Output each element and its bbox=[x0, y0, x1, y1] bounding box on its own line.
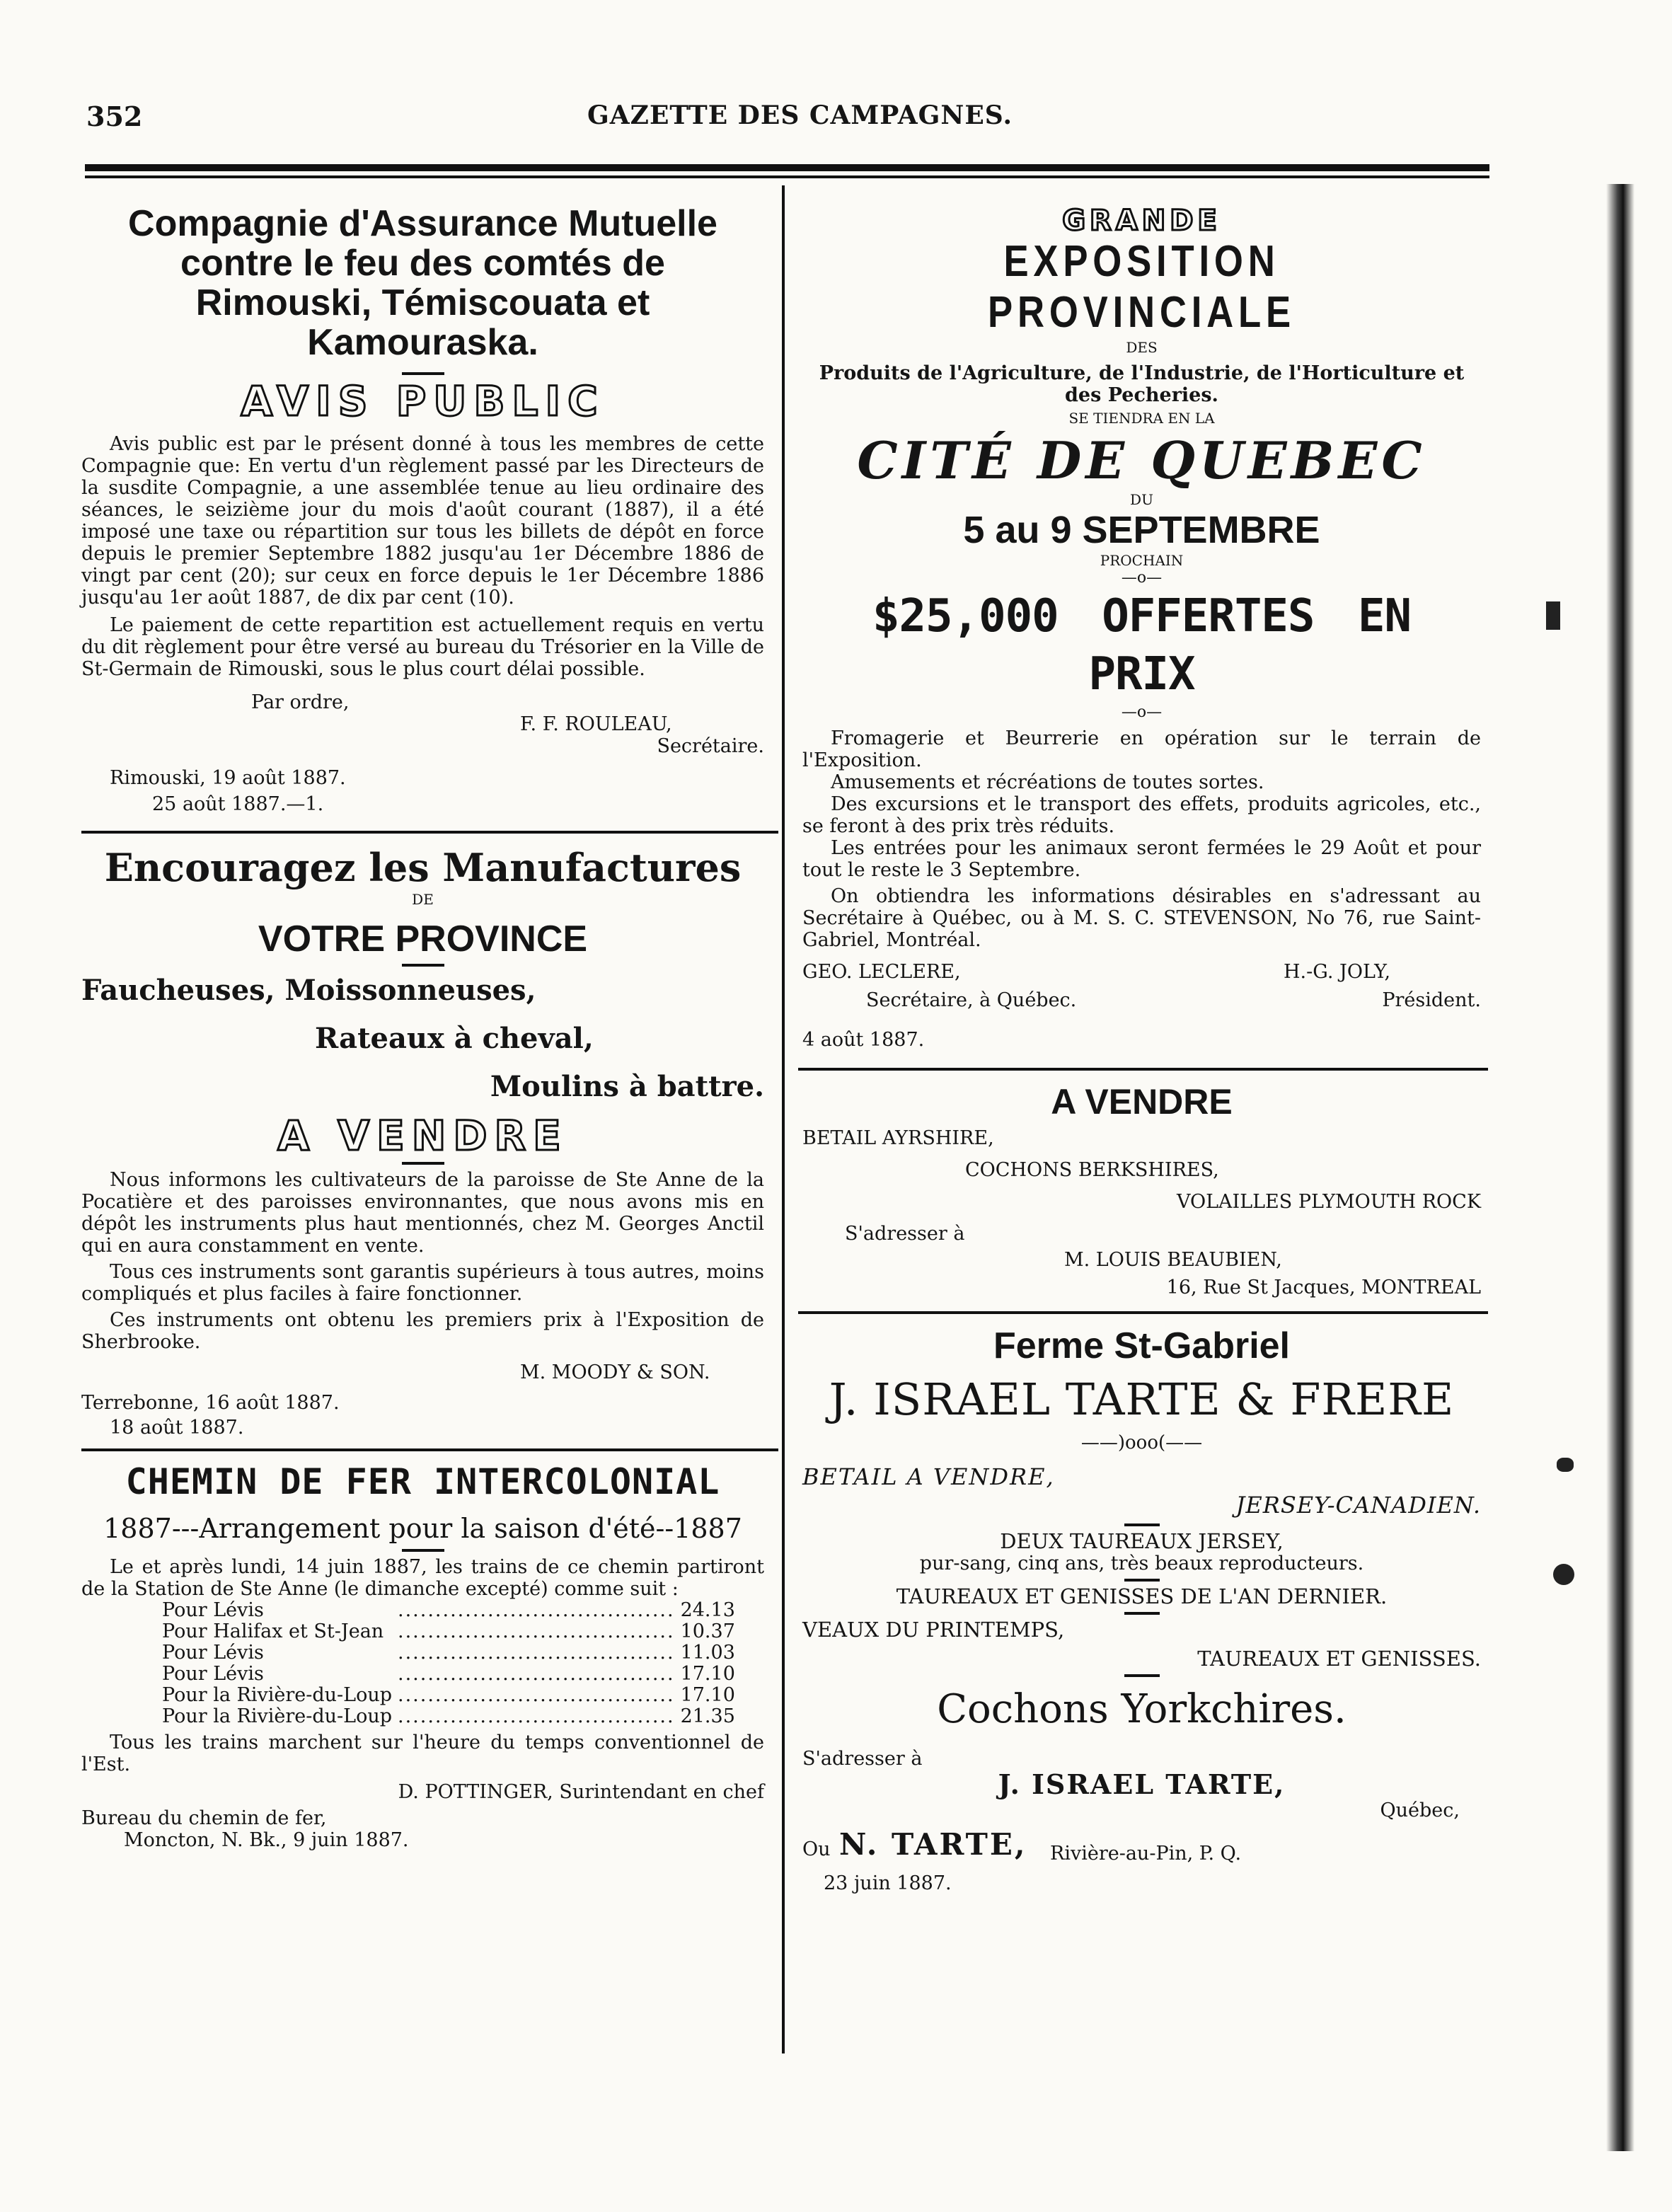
leader-dots: ..................................... bbox=[398, 1684, 675, 1706]
leader-dots: ..................................... bbox=[398, 1663, 675, 1685]
item: COCHONS BERKSHIRES, bbox=[965, 1159, 1219, 1181]
ad-subhead: AVIS PUBLIC bbox=[241, 377, 605, 425]
separator: —o— bbox=[1121, 569, 1163, 587]
cochons: Cochons Yorkchires. bbox=[937, 1686, 1347, 1732]
province-title: VOTRE PROVINCE bbox=[258, 918, 588, 960]
dash bbox=[1124, 1579, 1160, 1582]
ad-line: TAUREAUX ET GENISSES DE L'AN DERNIER. bbox=[896, 1584, 1388, 1608]
scan-speck bbox=[1553, 1564, 1574, 1585]
train-destination: Pour Lévis bbox=[162, 1599, 264, 1621]
signer-title: Secrétaire. bbox=[657, 735, 764, 757]
dates: 5 au 9 SEPTEMBRE bbox=[963, 509, 1320, 551]
ad-des: DES bbox=[1126, 339, 1158, 356]
products: Produits de l'Agriculture, de l'Industrie, de l'Horticulture et des Pecheries. bbox=[819, 362, 1465, 406]
leader-dots: ..................................... bbox=[398, 1642, 675, 1664]
train-destination: Pour Lévis bbox=[162, 1663, 264, 1685]
ad-paragraph: Tous ces instruments sont garantis supérieurs à tous autres, moins compliqués et plus faciles à faire fonctionner. bbox=[81, 1261, 764, 1305]
se-tiendra: SE TIENDRA EN LA bbox=[1068, 410, 1215, 427]
signatures bbox=[802, 961, 1481, 1029]
separator: —o— bbox=[1121, 703, 1163, 721]
ad-du: DU bbox=[1130, 491, 1153, 508]
scan-speck bbox=[1546, 601, 1560, 630]
scan-speck bbox=[1557, 1458, 1574, 1472]
dash bbox=[1124, 1674, 1160, 1677]
dash bbox=[1124, 1523, 1160, 1526]
contact-name: N. TARTE, bbox=[839, 1827, 1027, 1862]
signer-title: Président. bbox=[1382, 989, 1481, 1011]
city: CITÉ DE QUEBEC bbox=[857, 430, 1426, 490]
ad-line: Amusements et récréations de toutes sortes. bbox=[831, 771, 1264, 793]
ad-paragraph: Nous informons les cultivateurs de la paroisse de Ste Anne de la Pocatière et des paroisses environnantes, que nous avons mis en dépôt les instruments plus haut mentionnés, chez M. Georges Anctil qui en aura constamment en vente. bbox=[81, 1169, 764, 1257]
ad-de: DE bbox=[412, 891, 434, 908]
contact-address: 16, Rue St Jacques, MONTREAL bbox=[1166, 1277, 1481, 1298]
ad-paragraph: Le paiement de cette repartition est actuellement requis en vertu du dit règlement pour être versé au bureau du Trésorier en la Ville de St-Germain de Rimouski, sous le plus court délai possible. bbox=[81, 614, 764, 680]
place-date: Terrebonne, 16 août 1887. bbox=[81, 1392, 340, 1414]
jersey: JERSEY-CANADIEN. bbox=[1235, 1492, 1481, 1519]
train-destination: Pour Lévis bbox=[162, 1642, 264, 1664]
ad-ferme-st-gabriel bbox=[791, 1314, 1488, 1894]
ad-line: DEUX TAUREAUX JERSEY, bbox=[1000, 1529, 1284, 1553]
contact-place: Québec, bbox=[1380, 1799, 1460, 1821]
ad-exposition bbox=[791, 191, 1488, 1051]
dash bbox=[1124, 1612, 1160, 1615]
ad-subtitle: 1887---Arrangement pour la saison d'été--1887 bbox=[103, 1513, 742, 1544]
train-time: 10.37 bbox=[680, 1620, 735, 1642]
table-row bbox=[159, 1685, 738, 1706]
table-row bbox=[159, 1664, 738, 1685]
ad-paragraph: Avis public est par le présent donné à tous les membres de cette Compagnie que: En vertu d'un règlement passé par les Directeurs de la susdite Compagnie, a une assemblée tenue au lieu ordinaire des séances, le seizième jour du mois d'août courant (1887), il a été imposé une taxe ou répartition sur tous les billets de dépôt en force depuis le premier Septembre 1882 jusqu'au 1er Décembre 1886 de vingt par cent (20); sur ceux en force depuis le 1er Décembre 1886 jusqu'au 1er août 1887, de dix par cent (10). bbox=[81, 433, 764, 609]
ou: Ou bbox=[802, 1838, 831, 1860]
ad-line: Fromagerie et Beurrerie en opération sur le terrain de l'Exposition. bbox=[802, 727, 1481, 771]
signer-name: D. POTTINGER, Surintendant en chef bbox=[398, 1781, 764, 1803]
ad-title: Compagnie d'Assurance Mutuelle contre le feu des comtés de Rimouski, Témiscouata et Kamouraska. bbox=[128, 203, 717, 363]
dash bbox=[402, 372, 444, 375]
ad-line: On obtiendra les informations désirables en s'adressant au Secrétaire à Québec, ou à M. S. C. STEVENSON, No 76, rue Saint-Gabriel, Montréal. bbox=[802, 885, 1481, 951]
train-destination: Pour la Rivière-du-Loup bbox=[162, 1684, 393, 1706]
insert-date: 25 août 1887.—1. bbox=[152, 793, 324, 815]
ad-title: Encouragez les Manufactures bbox=[104, 845, 742, 890]
left-column bbox=[74, 191, 771, 1851]
item: BETAIL AYRSHIRE, bbox=[802, 1127, 994, 1149]
leader-dots: ..................................... bbox=[398, 1620, 675, 1642]
ad-paragraph: Ces instruments ont obtenu les premiers prix à l'Exposition de Sherbrooke. bbox=[81, 1309, 764, 1353]
leader-dots: ..................................... bbox=[398, 1705, 675, 1727]
ad-title: EXPOSITION PROVINCIALE bbox=[988, 237, 1296, 337]
ad-assurance-mutuelle bbox=[74, 191, 771, 815]
ad-date: 23 juin 1887. bbox=[824, 1872, 952, 1894]
train-time: 24.13 bbox=[680, 1599, 735, 1621]
office-date: Moncton, N. Bk., 9 juin 1887. bbox=[124, 1829, 409, 1851]
contact-place: Rivière-au-Pin, P. Q. bbox=[1050, 1843, 1242, 1865]
ornament: ——)ooo(—— bbox=[1080, 1432, 1203, 1453]
adresser: S'adresser à bbox=[845, 1223, 965, 1245]
dash bbox=[402, 1549, 444, 1552]
ad-date: 4 août 1887. bbox=[802, 1029, 925, 1051]
table-row bbox=[159, 1706, 738, 1727]
ad-paragraph: Tous les trains marchent sur l'heure du temps conventionnel de l'Est. bbox=[81, 1732, 764, 1775]
ad-title: A VENDRE bbox=[1051, 1082, 1233, 1122]
ad-a-vendre bbox=[791, 1071, 1488, 1298]
table-row bbox=[159, 1621, 738, 1642]
ad-chemin-de-fer bbox=[74, 1451, 771, 1851]
page-number: 352 bbox=[86, 100, 143, 132]
train-time: 17.10 bbox=[680, 1663, 735, 1685]
ad-line: VEAUX DU PRINTEMPS, bbox=[802, 1618, 1065, 1642]
second-contact bbox=[802, 1827, 1481, 1865]
leader-dots: ..................................... bbox=[398, 1599, 675, 1621]
header-rule bbox=[85, 164, 1489, 171]
prochain: PROCHAIN bbox=[1100, 552, 1184, 569]
ad-grande: GRANDE bbox=[1062, 205, 1221, 237]
dash bbox=[402, 1162, 444, 1165]
ad-line: pur-sang, cinq ans, très beaux reproducteurs. bbox=[919, 1553, 1364, 1574]
ad-title: CHEMIN DE FER INTERCOLONIAL bbox=[125, 1461, 720, 1502]
item: Moulins à battre. bbox=[490, 1070, 764, 1103]
ad-paragraph: Le et après lundi, 14 juin 1887, les trains de ce chemin partiront de la Station de Ste Anne (le dimanche excepté) comme suit : bbox=[81, 1556, 764, 1600]
place-date: Rimouski, 19 août 1887. bbox=[110, 767, 346, 789]
contact-name: M. LOUIS BEAUBIEN, bbox=[1064, 1249, 1282, 1271]
right-column bbox=[791, 191, 1488, 1894]
betail: BETAIL A VENDRE, bbox=[802, 1463, 1055, 1490]
train-destination: Pour la Rivière-du-Loup bbox=[162, 1705, 393, 1727]
item: Faucheuses, Moissonneuses, bbox=[81, 974, 536, 1007]
insert-date: 18 août 1887. bbox=[110, 1417, 244, 1439]
train-destination: Pour Halifax et St-Jean bbox=[162, 1620, 384, 1642]
signer-name: GEO. LECLERE, bbox=[802, 961, 961, 983]
signer-title: Secrétaire, à Québec. bbox=[866, 989, 1077, 1011]
ad-line: TAUREAUX ET GENISSES. bbox=[1197, 1647, 1481, 1671]
signer-name: H.-G. JOLY, bbox=[1284, 961, 1391, 983]
ad-line: Des excursions et le transport des effets, produits agricoles, etc., se feront à des prix très réduits. bbox=[802, 793, 1481, 837]
train-time: 21.35 bbox=[680, 1705, 735, 1727]
firm-name: J. ISRAEL TARTE & FRERE bbox=[829, 1373, 1455, 1425]
train-time: 11.03 bbox=[680, 1642, 735, 1664]
signer-name: F. F. ROULEAU, bbox=[520, 713, 672, 735]
table-row bbox=[159, 1600, 738, 1621]
par-ordre: Par ordre, bbox=[251, 691, 350, 713]
dash bbox=[402, 964, 444, 967]
train-time: 17.10 bbox=[680, 1684, 735, 1706]
prize: $25,000 OFFERTES EN PRIX bbox=[872, 590, 1412, 701]
ad-subhead: A VENDRE bbox=[277, 1112, 568, 1160]
item: VOLAILLES PLYMOUTH ROCK bbox=[1176, 1191, 1481, 1213]
item: Rateaux à cheval, bbox=[315, 1022, 594, 1055]
ad-title: Ferme St-Gabriel bbox=[993, 1325, 1291, 1366]
ad-line: Les entrées pour les animaux seront fermées le 29 Août et pour tout le reste le 3 Septembre. bbox=[802, 837, 1481, 881]
ad-manufactures bbox=[74, 834, 771, 1439]
train-schedule bbox=[159, 1600, 738, 1727]
scan-edge-artifact bbox=[1606, 184, 1634, 2151]
office: Bureau du chemin de fer, bbox=[81, 1807, 327, 1829]
adresser: S'adresser à bbox=[802, 1748, 923, 1770]
signer-name: M. MOODY & SON. bbox=[520, 1361, 710, 1383]
contact-name: J. ISRAEL TARTE, bbox=[998, 1768, 1286, 1800]
column-divider bbox=[782, 185, 785, 2053]
table-row bbox=[159, 1642, 738, 1664]
header-rule-thin bbox=[85, 175, 1489, 178]
running-title: GAZETTE DES CAMPAGNES. bbox=[587, 100, 1013, 130]
